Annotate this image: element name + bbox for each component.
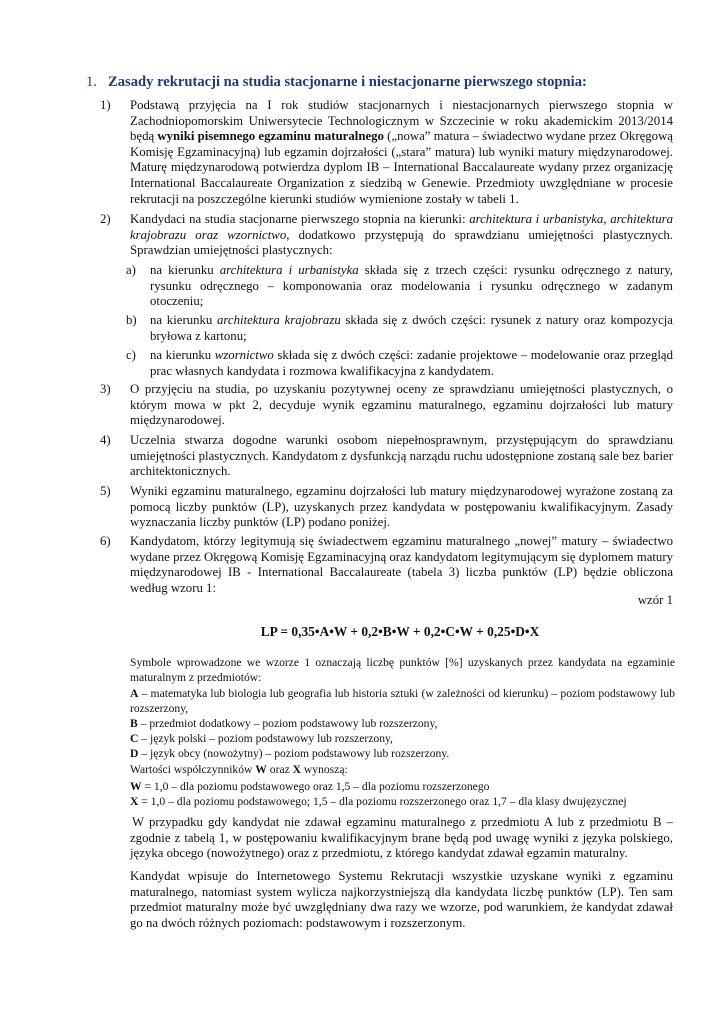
item-italic-text: architektura i urbanistyka, architektura krajobrazu oraz wzornictwo [130, 212, 673, 242]
sub-item-a [126, 263, 673, 310]
symbol-text: – przedmiot dodatkowy – poziom podstawowy lub rozszerzony, [137, 717, 438, 730]
symbol-line-a [130, 686, 675, 716]
list-item-number: 5) [100, 484, 111, 498]
paragraph-text: W przypadku gdy kandydat nie zdawał egzaminu maturalnego z przedmiotu A lub z przedmiotu B – zgodnie z tabelą 1, w postępowaniu kwalifikacyjnym brane będą pod uwagę wyniki z języka polskiego, języka obcego (nowożytnego) oraz z przedmiotu, z którego kandydat zdawał egzamin maturalny. [130, 815, 673, 861]
sub-item-c [126, 348, 673, 379]
symbol-letter: A [130, 687, 139, 700]
item-text: („nowa” matura – świadectwo wydane przez Okręgową Komisję Egzaminacyjną) lub egzamin dojrzałości („stara” matura) lub wyniki matury międzynarodowej. Maturę międzynarodową potwierdza dyplom IB – International Baccalaureate wydany przez organizację International Baccalaureate Organization z siedzibą w Genewie. Przedmioty uwzględniane w procesie rekrutacji na poszczególne kierunki studiów wymienione zostały w tabeli 1. [130, 129, 673, 206]
sub-item-letter: c) [126, 348, 136, 362]
list-item-5 [100, 484, 673, 531]
coef-line-x [130, 794, 675, 809]
symbol-line-b [130, 716, 675, 731]
item-bold-text: wyniki pisemnego egzaminu maturalnego [157, 129, 384, 144]
list-item-6 [100, 534, 673, 596]
paragraph-2 [130, 869, 673, 931]
section-title: Zasady rekrutacji na studia stacjonarne i niestacjonarne pierwszego stopnia: [108, 74, 587, 90]
item-text: na kierunku [150, 348, 215, 362]
coefficients-block [130, 762, 675, 809]
coefficients-intro [130, 762, 675, 777]
sub-item-letter: b) [126, 313, 137, 327]
coef-intro-text: wynoszą: [301, 763, 348, 776]
coef-text: = 1,0 – dla poziomu podstawowego; 1,5 – dla poziomu rozszerzonego oraz 1,7 – dla klasy dwujęzycznej [138, 795, 627, 808]
formula: LP = 0,35•A•W + 0,2•B•W + 0,2•C•W + 0,25•D•X [260, 624, 540, 639]
coef-letter: X [130, 795, 139, 808]
list-item-number: 2) [100, 212, 111, 226]
list-item-1 [100, 98, 673, 207]
symbol-line-d [130, 746, 675, 761]
coef-intro-text: Wartości współczynników [130, 763, 256, 776]
item-text: Kandydatom, którzy legitymują się świadectwem egzaminu maturalnego „nowej” matury – świadectwo wydane przez Okręgową Komisję Egzaminacyjną oraz kandydatom legitymującym się dyplomem matury międzynarodowej IB - International Baccalaureate (tabela 3) liczba punktów (LP) będzie obliczona według wzoru 1: [130, 534, 673, 595]
list-item-number: 6) [100, 534, 111, 548]
coef-letter: W [130, 780, 142, 793]
list-item-2 [100, 212, 673, 259]
item-text: Uczelnia stwarza dogodne warunki osobom niepełnosprawnym, przystępującym do sprawdzianu umiejętności plastycznych. Kandydatom z dysfunkcją narządu ruchu udostępnione zostaną sale bez barier architektonicznych. [130, 433, 673, 479]
list-item-3 [100, 382, 673, 429]
item-text: , dodatkowo przystępują do sprawdzianu umiejętności plastycznych. Sprawdzian umiejętności plastycznych: [130, 227, 674, 258]
item-italic-text: architektura i urbanistyka [219, 263, 359, 277]
coef-text: = 1,0 – dla poziomu podstawowego oraz 1,5 – dla poziomu rozszerzonego [141, 780, 490, 793]
item-italic-text: architektura krajobrazu [217, 313, 341, 327]
item-text: Wyniki egzaminu maturalnego, egzaminu dojrzałości lub matury międzynarodowej wyrażone zostaną za pomocą liczby punktów (LP), uzyskanych przez kandydata w postępowaniu kwalifikacyjnym. Zasady wyznaczania liczby punktów (LP) podano poniżej. [130, 484, 673, 530]
section-heading [86, 74, 646, 91]
item-text: O przyjęciu na studia, po uzyskaniu pozytywnej oceny ze sprawdzianu umiejętności plastycznych, o którym mowa w pkt 2, decyduje wynik egzaminu maturalnego, egzaminu dojrzałości lub matury międzynarodowej. [130, 382, 673, 428]
coef-symbol-x: X [292, 763, 302, 776]
symbols-intro: Symbole wprowadzone we wzorze 1 oznaczają liczbę punktów [%] uzyskanych przez kandydata na egzaminie maturalnym z przedmiotów: [130, 656, 675, 684]
coef-symbol-w: W [255, 763, 267, 776]
item-text: Podstawą przyjęcia na I rok studiów stacjonarnych i niestacjonarnych pierwszego stopnia w Zachodniopomorskim Uniwersytecie Technologicznym w Szczecinie w roku akademickim 2013/2014 będą [130, 98, 673, 144]
symbols-block [130, 655, 675, 761]
item-text: na kierunku [150, 313, 218, 327]
item-text: składa się z dwóch części: zadanie projektowe – modelowanie oraz przegląd prac własnych kandydata i rozmowa kwalifikacyjna z kandydatem. [150, 348, 673, 378]
list-item-number: 1) [100, 98, 111, 112]
symbol-letter: D [130, 747, 139, 760]
list-item-4 [100, 433, 673, 480]
symbol-text: – język polski – poziom podstawowy lub rozszerzony, [138, 732, 393, 745]
formula-label: wzór 1 [637, 593, 673, 607]
section-number: 1. [86, 74, 97, 90]
list-item-number: 4) [100, 433, 111, 447]
list-item-number: 3) [100, 382, 111, 396]
item-text: składa się z trzech części: rysunku odręcznego z natury, rysunku odręcznego – komponowania oraz modelowania i rysunku odręcznego w zadanym otoczeniu; [150, 263, 673, 309]
coef-line-w [130, 779, 675, 794]
sub-item-letter: a) [126, 263, 136, 277]
symbol-text: – matematyka lub biologia lub geografia lub historia sztuki (w zależności od kierunku) – poziom podstawowy lub rozszerzony, [130, 687, 675, 715]
item-text: Kandydaci na studia stacjonarne pierwszego stopnia na kierunki: [130, 212, 470, 226]
symbol-text: – język obcy (nowożytny) – poziom podstawowy lub rozszerzony. [138, 747, 450, 760]
paragraph-1 [130, 815, 673, 862]
coef-intro-text: oraz [266, 763, 293, 776]
symbol-letter: C [130, 732, 139, 745]
item-text: składa się z dwóch części: rysunek z natury oraz kompozycja bryłowa z kartonu; [150, 313, 673, 343]
item-italic-text: wzornictwo [214, 348, 274, 362]
paragraph-text: Kandydat wpisuje do Internetowego Systemu Rekrutacji wszystkie uzyskane wyniki z egzaminu maturalnego, natomiast system wylicza najkorzystniejszą dla kandydata liczbę punktów (LP). Ten sam przedmiot maturalny może być uwzględniany dwa razy we wzorze, pod warunkiem, że kandydat zdawał go na dwóch różnych poziomach: podstawowym i rozszerzonym. [130, 869, 673, 930]
item-text: na kierunku [150, 263, 220, 277]
sub-item-b [126, 313, 673, 344]
symbol-letter: B [130, 717, 138, 730]
symbol-line-c [130, 731, 675, 746]
